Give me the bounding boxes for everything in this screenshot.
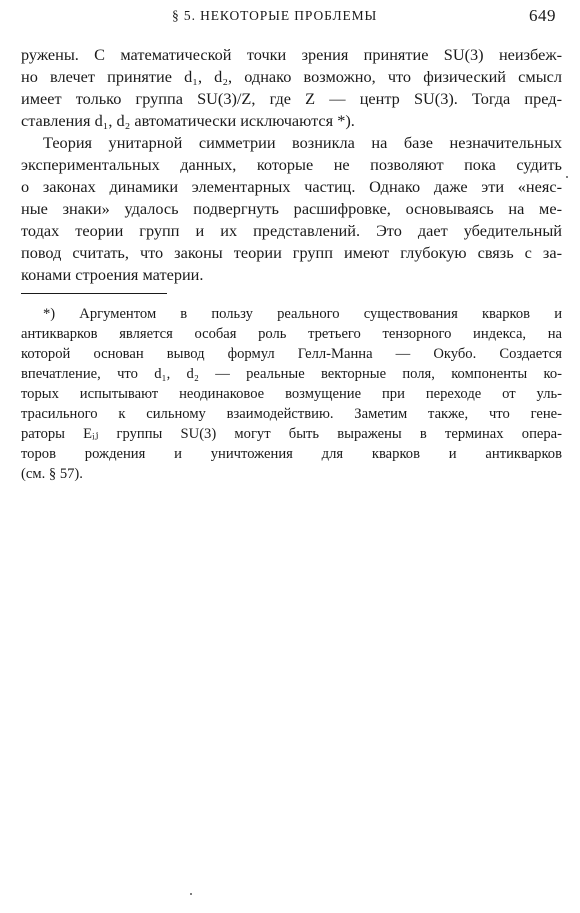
text-line: конами строения материи.: [21, 265, 204, 284]
text-line: Теория унитарной симметрии возникла на базе незначительных: [43, 133, 562, 152]
text-line: экспериментальных данных, которые не позволяют пока судить: [21, 155, 562, 174]
text-line: тодах теории групп и их представлений. Это дает убедительный: [21, 221, 562, 240]
text-line: имеет только группа SU(3)/Z, где Z — центр SU(3). Тогда пред-: [21, 89, 562, 108]
text-line: ставления d₁, d₂ автоматически исключаются *).: [21, 111, 355, 130]
footnote-line: *) Аргументом в пользу реального существования кварков и: [43, 306, 562, 322]
footnote-line: раторы Eᵢⱼ группы SU(3) могут быть выражены в терминах опера-: [21, 426, 562, 442]
text-line: ружены. С математической точки зрения принятие SU(3) неизбеж-: [21, 45, 562, 64]
footnote-rule: [21, 293, 167, 294]
footnote-line: которой основан вывод формул Гелл-Манна — Окубо. Создается: [21, 346, 562, 362]
page-header: [0, 6, 580, 30]
text-line: о законах динамики элементарных частиц. Однако даже эти «неяс-: [21, 177, 562, 196]
footnote-line: трасильного к сильному взаимодействию. Заметим также, что гене-: [21, 406, 562, 422]
text-line: повод считать, что законы теории групп имеют глубокую связь с за-: [21, 243, 562, 262]
footnote-line: торых испытывают неодинаковое возмущение при переходе от уль-: [21, 386, 562, 402]
text-line: ные знаки» удалось подвергнуть расшифровке, основываясь на ме-: [21, 199, 562, 218]
footnote-line: (см. § 57).: [21, 466, 83, 482]
footnote-line: впечатление, что d₁, d₂ — реальные векторные поля, компоненты ко-: [21, 366, 562, 382]
running-title: § 5. НЕКОТОРЫЕ ПРОБЛЕМЫ: [172, 8, 378, 23]
scan-speck: [566, 176, 568, 178]
footnote-line: торов рождения и уничтожения для кварков и антикварков: [21, 446, 562, 462]
footnote-line: антикварков является особая роль третьего тензорного индекса, на: [21, 326, 562, 342]
text-line: но влечет принятие d₁, d₂, однако возможно, что физический смысл: [21, 67, 562, 86]
scan-speck: [190, 893, 192, 895]
page-number: 649: [529, 6, 556, 25]
